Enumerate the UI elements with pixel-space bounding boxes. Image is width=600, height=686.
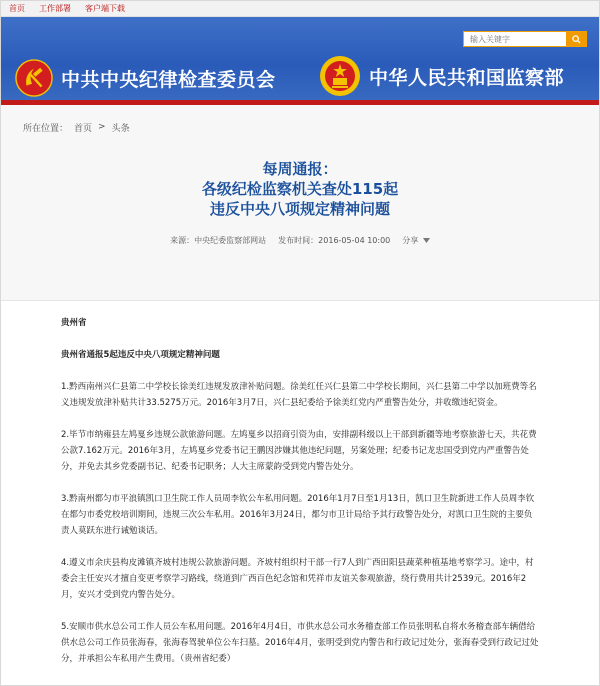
breadcrumb-label: 所在位置： xyxy=(23,123,69,134)
article-title-area xyxy=(1,149,599,301)
search-icon xyxy=(572,35,581,44)
nav-home[interactable]: 首页 xyxy=(9,4,25,13)
section-heading: 贵州省通报5起违反中央八项规定精神问题 xyxy=(61,350,220,360)
cpc-brand xyxy=(15,59,276,97)
article-meta xyxy=(1,235,599,246)
article-body xyxy=(1,301,599,667)
breadcrumb xyxy=(1,105,599,149)
ministry-brand xyxy=(319,55,564,97)
breadcrumb-separator: > xyxy=(98,122,106,132)
article-title-line2: 各级纪检监察机关查处115起 xyxy=(201,180,399,198)
search-input[interactable] xyxy=(464,32,566,46)
share-button[interactable] xyxy=(402,235,430,246)
article-title-line3: 违反中央八项规定精神问题 xyxy=(209,200,390,218)
article-paragraph: 3.黔南州都匀市平浪镇凯口卫生院工作人员周李钦公车私用问题。2016年1月7日至1月13日，凯口卫生院新进工作人员周李钦在都匀市委党校培训期间，违规三次公车私用。2016年3月24日，都匀市卫计局给予其行政警告处分，对凯口卫生院的主要负责人莫跃东进行诫勉谈话。 xyxy=(61,494,535,536)
article-paragraph: 2.毕节市纳雍县左鸠戛乡违规公款旅游问题。左鸠戛乡以招商引资为由，安排副科级以上干部到新疆等地考察旅游七天，共花费公款7.162万元。2016年3月，左鸠戛乡党委书记王鹏因涉嫌其他违纪问题，另案处理；纪委书记龙忠国受到党内严重警告处分，并免去其乡党委副书记、纪委书记职务；人大主席蒙韵受到党内警告处分。 xyxy=(61,430,537,472)
article-date: 发布时间：2016-05-04 10:00 xyxy=(278,236,391,245)
province-heading: 贵州省 xyxy=(61,318,87,328)
share-label: 分享 xyxy=(402,236,419,245)
nav-client-download[interactable]: 客户端下载 xyxy=(85,4,125,13)
header-red-line xyxy=(1,100,599,105)
top-nav xyxy=(1,1,599,17)
org-title-ministry: 中华人民共和国监察部 xyxy=(369,66,565,89)
national-emblem-icon xyxy=(319,55,361,97)
article-paragraph: 4.遵义市余庆县构皮滩镇齐坡村违规公款旅游问题。齐坡村组织村干部一行7人到广西田阳县蔬菜种植基地考察学习。途中，村委会主任安兴才擅自变更考察学习路线，绕道到广西百色纪念馆和凭祥市友谊关参观旅游，绕行费用共计2539元。2016年2月，安兴才受到党内警告处分。 xyxy=(61,558,534,600)
chevron-down-icon xyxy=(423,238,430,243)
nav-work[interactable]: 工作部署 xyxy=(39,4,71,13)
article-title-line1: 每周通报： xyxy=(262,160,338,178)
article-paragraph: 1.黔西南州兴仁县第二中学校长徐美红违规发放津补贴问题。徐美红任兴仁县第二中学校长期间，兴仁县第二中学以加班费等名义违规发放津补贴共计33.5275万元。2016年3月7日，兴仁县纪委给予徐美红党内严重警告处分，并收缴违纪资金。 xyxy=(61,382,537,408)
search-box xyxy=(463,31,587,47)
article-source: 来源：中央纪委监察部网站 xyxy=(170,236,267,245)
breadcrumb-home[interactable]: 首页 xyxy=(74,123,93,134)
article-paragraph: 5.安顺市供水总公司工作人员公车私用问题。2016年4月4日，市供水总公司水务稽查部工作员张明私自将水务稽查部车辆借给供水总公司工作员张海春，张海春驾驶单位公车扫墓。2016年4月，张明受到党内警告和行政记过处分，张海春受到行政记过处分，并承担公车私用产生费用。（贵州省纪委） xyxy=(61,622,539,664)
party-emblem-icon xyxy=(15,59,53,97)
org-title-cpc: 中共中央纪律检查委员会 xyxy=(61,68,276,91)
breadcrumb-current[interactable]: 头条 xyxy=(111,123,130,134)
search-button[interactable] xyxy=(566,32,586,46)
site-header xyxy=(1,17,599,105)
